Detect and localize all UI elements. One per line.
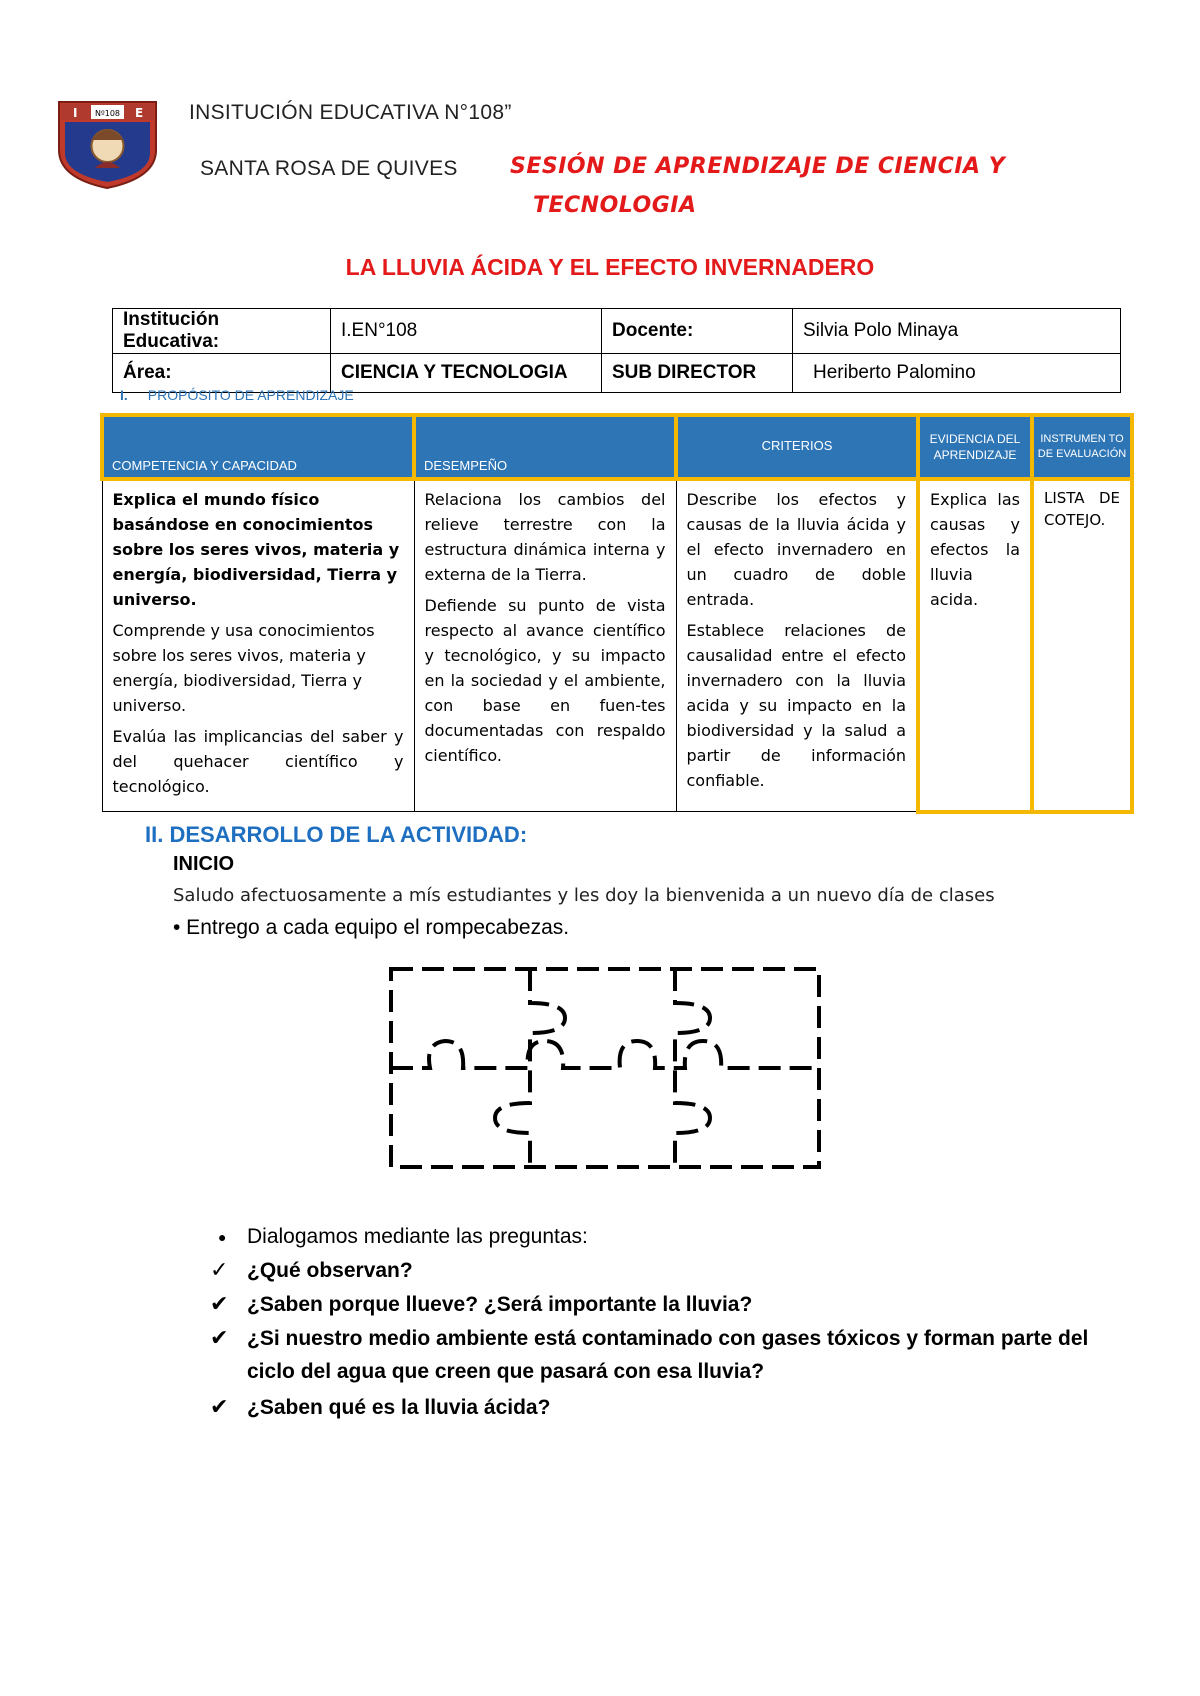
desempeno-2: Defiende su punto de vista respecto al avance científico y tecnológico, y su impacto en la sociedad y el ambiente, con base en fuen-tes documentadas con respaldo científico. [424,596,666,765]
instrumento-cell [1032,479,1132,812]
competencia-cell [102,479,414,812]
header-evidencia: EVIDENCIA DEL APRENDIZAJE [918,415,1032,479]
evidencia-text: Explica las causas y efectos la lluvia acida. [930,490,1020,609]
header-desempeno: DESEMPEÑO [414,415,676,479]
question-4: ¿Saben qué es la lluvia ácida? [247,1396,551,1419]
criterios-cell [676,479,918,812]
svg-text:Nº108: Nº108 [94,109,121,118]
question-3-line2: ciclo del agua que creen que pasará con esa lluvia? [247,1360,765,1383]
check-icon: ✔ [210,1394,229,1419]
check-icon: ✔ [210,1325,229,1350]
svg-text:I: I [73,106,78,120]
learning-purpose-table [100,413,1134,814]
subdirector-value: Heriberto Palomino [793,354,1121,393]
session-title-line1: SESIÓN DE APRENDIZAJE DE CIENCIA Y [510,154,1006,179]
check-icon: ✓ [210,1257,229,1282]
section-2-heading: II. DESARROLLO DE LA ACTIVIDAD: [145,822,528,847]
teacher-value: Silvia Polo Minaya [793,309,1121,354]
subdirector-label: SUB DIRECTOR [602,354,793,393]
desempeno-1: Relaciona los cambios del relieve terrestre con la estructura dinámica interna y externa de la Tierra. [424,490,666,584]
question-1: ¿Qué observan? [247,1259,413,1282]
criterio-1: Describe los efectos y causas de la lluvia ácida y el efecto invernadero en un cuadro de doble entrada. [686,490,906,609]
header-criterios: CRITERIOS [676,415,918,479]
instrumento-text: LISTA DE COTEJO. [1044,489,1120,529]
header-instrumento: INSTRUMEN TO DE EVALUACIÓN [1032,415,1132,479]
section-1-heading [120,387,354,403]
capacidad-1: Comprende y usa conocimientos sobre los seres vivos, materia y energía, biodiversidad, Tierra y universo. [112,621,375,715]
session-title-line2: TECNOLOGIA [533,193,697,218]
bullet-dot: ● [218,1229,227,1245]
evidencia-cell [918,479,1032,812]
inicio-heading: INICIO [173,853,235,875]
entrego-text: • Entrego a cada equipo el rompecabezas. [173,916,570,939]
puzzle-illustration [385,963,825,1173]
svg-text:E: E [135,106,144,120]
lesson-title: LA LLUVIA ÁCIDA Y EL EFECTO INVERNADERO [345,254,875,280]
capacidad-2: Evalúa las implicancias del saber y del quehacer científico y tecnológico. [112,727,404,796]
desempeno-cell [414,479,676,812]
check-icon: ✔ [210,1291,229,1316]
school-crest-logo [55,98,160,191]
saludo-text: Saludo afectuosamente a mís estudiantes y les doy la bienvenida a un nuevo día de clases [173,885,995,906]
section-1-title: PROPÓSITO DE APRENDIZAJE [147,387,354,403]
dialog-intro: Dialogamos mediante las preguntas: [247,1225,588,1248]
area-label: Área: [113,354,331,393]
question-2: ¿Saben porque llueve? ¿Será importante la lluvia? [247,1293,753,1316]
institution-label: Institución Educativa: [113,309,331,354]
general-info-table [112,308,1121,393]
header-competencia: COMPETENCIA Y CAPACIDAD [102,415,414,479]
competencia-main: Explica el mundo físico basándose en conocimientos sobre los seres vivos, materia y energía, biodiversidad, Tierra y universo. [112,490,400,609]
school-location: SANTA ROSA DE QUIVES [200,157,458,180]
question-3-line1: ¿Si nuestro medio ambiente está contaminado con gases tóxicos y forman parte del [247,1327,1089,1350]
institution-value: I.EN°108 [331,309,602,354]
criterio-2: Establece relaciones de causalidad entre el efecto invernadero con la lluvia acida y su impacto en la biodiversidad y la salud a partir de información confiable. [686,621,906,790]
area-value: CIENCIA Y TECNOLOGIA [331,354,602,393]
school-name: INSITUCIÓN EDUCATIVA N°108” [189,101,512,124]
section-1-number: I. [120,387,128,403]
teacher-label: Docente: [602,309,793,354]
